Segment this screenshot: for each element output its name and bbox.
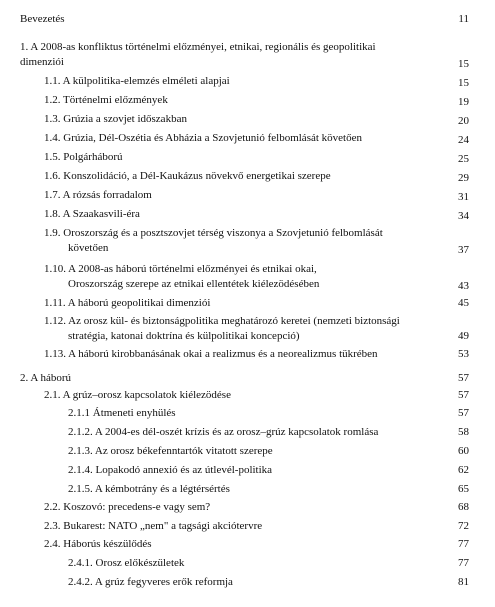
toc-entry [0, 169, 495, 187]
toc-entry [0, 537, 495, 555]
toc-entry-title: 1.10. A 2008-as háború történelmi előzményei és etnikai okai, [44, 263, 317, 275]
toc-entry-page: 68 [458, 501, 469, 513]
toc-entry-title: 1.6. Konszolidáció, a Dél-Kaukázus növekvő energetikai szerepe [44, 170, 331, 182]
toc-entry-title: 1.12. Az orosz kül- és biztonságpolitika meghatározó keretei (nemzeti biztonsági [44, 315, 400, 327]
toc-entry-title-cont: dimenziói [20, 56, 64, 68]
toc-entry [0, 74, 495, 92]
toc-entry [0, 575, 495, 593]
toc-entry-title: 2.1.4. Lopakodó annexió és az útlevél-politika [68, 464, 273, 476]
toc-entry-page: 25 [458, 153, 469, 165]
toc-entry [0, 500, 495, 518]
toc-entry-title: 1.7. A rózsás forradalom [44, 189, 152, 201]
toc-entry-title: 2.3. Bukarest: NATO „nem" a tagsági akciótervre [44, 520, 263, 532]
toc-entry-chapter-1 [0, 40, 495, 72]
toc-entry-title: 2.4.2. A grúz fegyveres erők reformja [68, 576, 233, 588]
toc-entry-title: 2.1.5. A kémbotrány és a légtérsértés [68, 483, 230, 495]
toc-entry-title: 2.1.3. Az orosz békefenntartók vitatott szerepe [68, 445, 273, 457]
toc-entry-title: 2.1.2. A 2004-es dél-oszét krízis és az orosz–grúz kapcsolatok romlása [68, 426, 379, 438]
toc-entry-page: 62 [458, 464, 469, 476]
toc-entry [0, 425, 495, 443]
toc-entry-title: 2.1.1 Átmeneti enyhülés [68, 407, 176, 419]
toc-entry [0, 296, 495, 314]
toc-entry-page: 15 [458, 77, 469, 89]
toc-entry-page: 72 [458, 520, 469, 532]
toc-entry-page: 53 [458, 348, 469, 360]
toc-entry [0, 347, 495, 365]
toc-entry-page: 31 [458, 191, 469, 203]
toc-entry-title: Bevezetés [20, 13, 65, 25]
toc-entry-page: 57 [458, 372, 469, 384]
toc-entry-page: 24 [458, 134, 469, 146]
toc-entry-page: 15 [458, 58, 469, 70]
toc-entry-title-cont: stratégia, katonai doktrína és külpolitikai koncepció) [68, 330, 300, 342]
toc-entry-title-cont: követően [68, 242, 109, 254]
toc-entry [0, 519, 495, 537]
toc-entry-page: 11 [458, 13, 469, 25]
toc-entry-page: 77 [458, 538, 469, 550]
toc-entry-page: 49 [458, 330, 469, 342]
toc-entry [0, 556, 495, 574]
toc-entry-page: 60 [458, 445, 469, 457]
toc-entry-title: 2.4.1. Orosz előkészületek [68, 557, 185, 569]
toc-entry-title: 1.11. A háború geopolitikai dimenziói [44, 297, 211, 309]
toc-entry [0, 406, 495, 424]
toc-entry [0, 463, 495, 481]
toc-entry [0, 131, 495, 149]
toc-entry-page: 43 [458, 280, 469, 292]
toc-entry [0, 188, 495, 206]
toc-entry [0, 150, 495, 168]
toc-entry-page: 58 [458, 426, 469, 438]
toc-entry [0, 226, 495, 260]
toc-entry-title: 2.1. A grúz–orosz kapcsolatok kiélezödése [44, 389, 231, 401]
toc-entry [0, 93, 495, 111]
toc-entry-page: 29 [458, 172, 469, 184]
toc-entry-title: 2. A háború [20, 372, 72, 384]
toc-entry-title: 1.1. A külpolitika-elemzés elméleti alapjai [44, 75, 230, 87]
toc-entry [0, 262, 495, 296]
toc-entry [0, 482, 495, 500]
toc-entry-title: 2.4. Háborús készülődés [44, 538, 152, 550]
toc-entry [0, 207, 495, 225]
toc-entry-page: 77 [458, 557, 469, 569]
toc-entry-title-cont: Oroszország szerepe az etnikai ellentétek kiélezödésében [68, 278, 320, 290]
toc-entry-page: 65 [458, 483, 469, 495]
toc-entry-title: 1.8. A Szaakasvili-éra [44, 208, 140, 220]
toc-entry-title: 1.9. Oroszország és a posztszovjet térség viszonya a Szovjetunió felbomlását [44, 227, 383, 239]
toc-entry-page: 37 [458, 244, 469, 256]
toc-entry-page: 45 [458, 297, 469, 309]
toc-entry-title: 1.4. Grúzia, Dél-Oszétia és Abházia a Szovjetunió felbomlását követően [44, 132, 362, 144]
toc-entry-intro [0, 0, 495, 30]
toc-entry-title: 1.3. Grúzia a szovjet időszakban [44, 113, 187, 125]
toc-entry-title: 1.5. Polgárháború [44, 151, 123, 163]
toc-entry [0, 388, 495, 406]
toc-entry-page: 19 [458, 96, 469, 108]
toc-entry-title: 1. A 2008-as konfliktus történelmi előzményei, etnikai, regionális és geopolitikai [20, 41, 376, 53]
toc-entry-page: 57 [458, 407, 469, 419]
toc-entry [0, 444, 495, 462]
toc-entry-page: 34 [458, 210, 469, 222]
toc-entry-page: 57 [458, 389, 469, 401]
toc-entry-title: 1.2. Történelmi előzmények [44, 94, 168, 106]
toc-entry-chapter-2 [0, 371, 495, 389]
toc-entry-title: 1.13. A háború kirobbanásának okai a realizmus és a neorealizmus tükrében [44, 348, 378, 360]
toc-entry [0, 112, 495, 130]
toc-entry-page: 81 [458, 576, 469, 588]
toc-entry-page: 20 [458, 115, 469, 127]
toc-entry-title: 2.2. Koszovó: precedens-e vagy sem? [44, 501, 211, 513]
toc-entry [0, 314, 495, 348]
